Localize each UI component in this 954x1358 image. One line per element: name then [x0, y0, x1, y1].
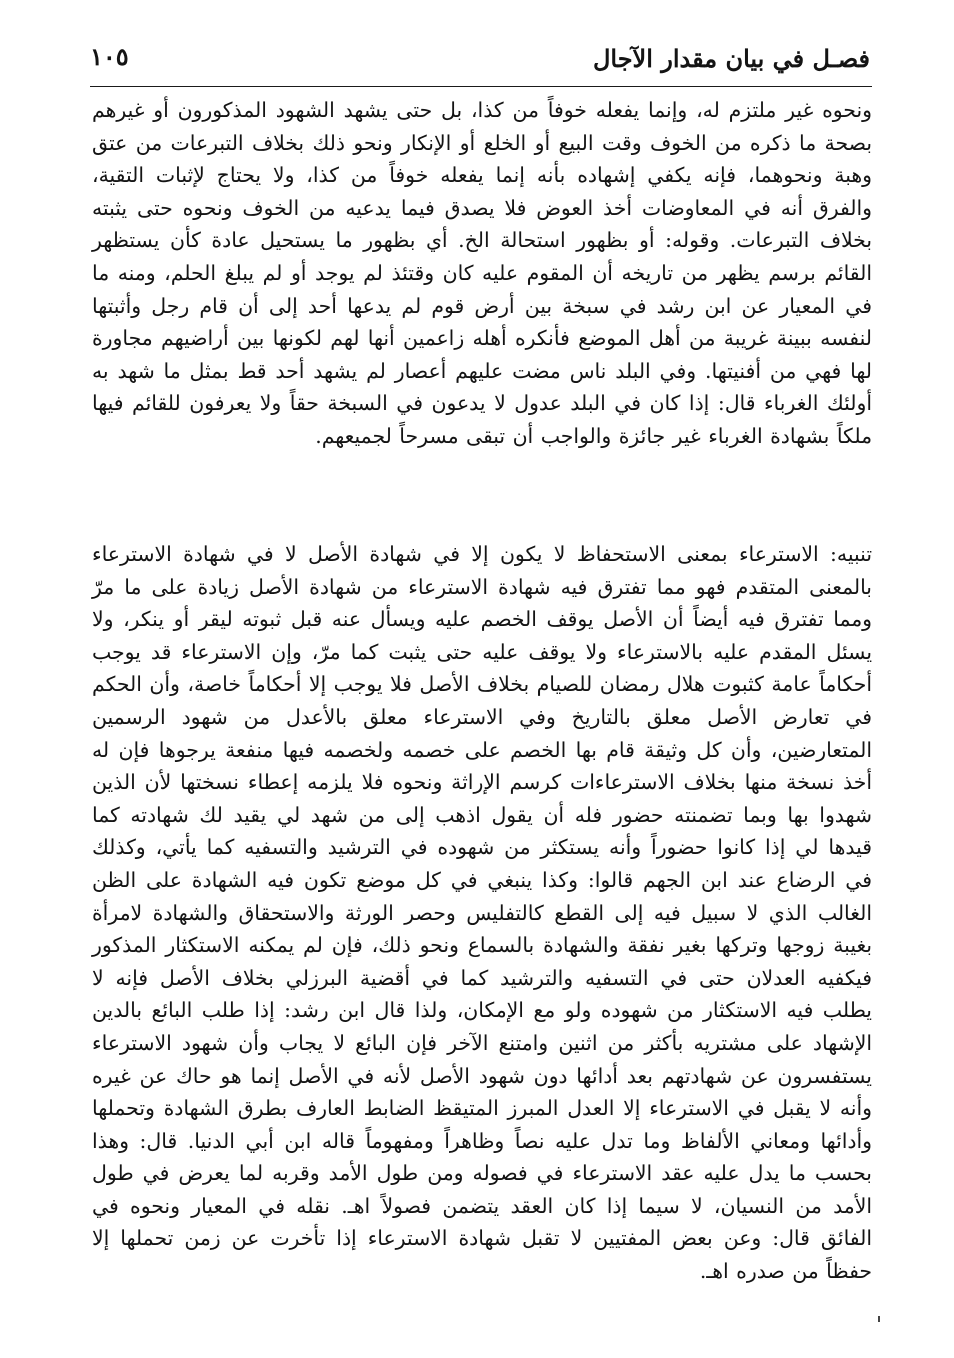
margin-mark [878, 1316, 880, 1322]
page-header [90, 36, 870, 84]
header-rule [90, 86, 872, 87]
paragraph-1: ونحوه غير ملتزم له، وإنما يفعله خوفاً من كذا، بل حتى يشهد الشهود المذكورون أو غيرهم بصحة ما ذكره من الخوف وقت البيع أو الخلع أو الإنكار ونحو ذلك بخلاف التبرعات من عتق وهبة ونحوهما، فإنه يكفي إشهاده بأنه إنما يفعله خوفاً من كذا، ولا يحتاج لإثبات التقية، والفرق أنه في المعاوضات أخذ العوض فلا يصدق فيما يدعيه من الخوف ونحوه حتى يثبته بخلاف التبرعات. وقوله: أو بظهور استحالة الخ. أي بظهور ما يستحيل عادة كأن يستظهر القائم برسم يظهر من تاريخه أن المقوم عليه كان وقتئذ لم يوجد أو لم يبلغ الحلم، ومنه ما في المعيار عن ابن رشد في سبخة بين أرض قوم لم يدعها أحد إلى أن قام رجل وأثبتها لنفسه ببينة غريبة من أهل الموضع فأنكره أهله زاعمين أنها لهم لكونها بين أراضيهم مجاورة لها فهي من أفنيتها. وفي البلد ناس مضت عليهم أعصار لم يشهد أحد قط بمثل ما شهد به أولئك الغرباء قال: إذا كان في البلد عدول لا يدعون في السبخة حقاً ولا يعرفون للقائم فيها ملكاً بشهادة الغرباء غير جائزة والواجب أن تبقى مسرحاً لجميعهم. [92, 98, 873, 448]
running-title: فصـل في بيان مقدار الآجال [592, 44, 870, 73]
page-number: ١٠٥ [90, 42, 129, 71]
paragraph-2: تنبيه: الاسترعاء بمعنى الاستحفاظ لا يكون إلا في شهادة الأصل لا في شهادة الاسترعاء بالمعنى المتقدم فهو مما تفترق فيه شهادة الاسترعاء من شهادة الأصل زيادة على ما مرّ ومما تفترق فيه أيضاً أن الأصل يوقف الخصم عليه ويسأل عنه قبل ثبوته ليقر أو ينكر، ولا يسئل المقدم عليه بالاسترعاء ولا يوقف عليه حتى يثبت كما مرّ، وإن الاسترعاء قد يوجب أحكاماً عامة كثبوت هلال رمضان للصيام بخلاف الأصل فلا يوجب إلا أحكاماً خاصة، وأن الحكم في تعارض الأصل معلق بالتاريخ وفي الاسترعاء معلق بالأعدل من شهود الرسمين المتعارضين، وأن كل وثيقة قام بها الخصم على خصمه ولخصمه فيها منفعة يرجوها فإن له أخذ نسخة منها بخلاف الاسترعاءات كرسم الإراثة ونحوه فلا يلزمه إعطاء نسختها لأن الذين شهدوا بها وبما تضمنته حضور فله أن يقول اذهب إلى من شهد لي يقيد لك شهادته كما قيدها لي إذا كانوا حضوراً وأنه يستكثر من شهوده في الترشيد والتسفيه كما يأتي، وكذلك في الرضاع عند ابن الجهم قالوا: وكذا ينبغي في كل موضع تكون فيه الشهادة على الظن الغالب الذي لا سبيل فيه إلى القطع كالتفليس وحصر الورثة والاستحقاق والشهادة لامرأة بغيبة زوجها وتركها بغير نفقة والشهادة بالسماع ونحو ذلك، فإن لم يمكنه الاستكثار المذكور فيكفيه العدلان حتى في التسفيه والترشيد كما في أقضية البرزلي بخلاف الأصل فإنه لا يطلب فيه الاستكثار من شهوده ولو مع الإمكان، ولذا قال ابن رشد: إذا طلب البائع بالدين الإشهاد على مشتريه بأكثر من اثنين وامتنع الآخر فإن البائع لا يجاب وأن شهود الاسترعاء يستفسرون عن شهادتهم بعد أدائها دون شهود الأصل لأنه في الأصل إنما هو حاك عن غيره وأنه لا يقبل في الاسترعاء إلا العدل المبرز المتيقظ الضابط العارف بطرق الشهادة وتحملها وأدائها ومعاني الألفاظ وما تدل عليه نصاً وظاهراً ومفهوماً قاله ابن أبي الدنيا. قال: وهذا بحسب ما يدل عليه عقد الاسترعاء في فصوله ومن طول الأمد وقربه لما يعرض في طول الأمد من النسيان، لا سيما إذا كان العقد يتضمن فصولاً اهـ. نقله في المعيار ونحوه في الفائق قال: وعن بعض المفتيين لا تقبل شهادة الاسترعاء إذا تأخرت عن زمن تحملها إلا حفظاً من صدره اهـ. [92, 542, 872, 1284]
